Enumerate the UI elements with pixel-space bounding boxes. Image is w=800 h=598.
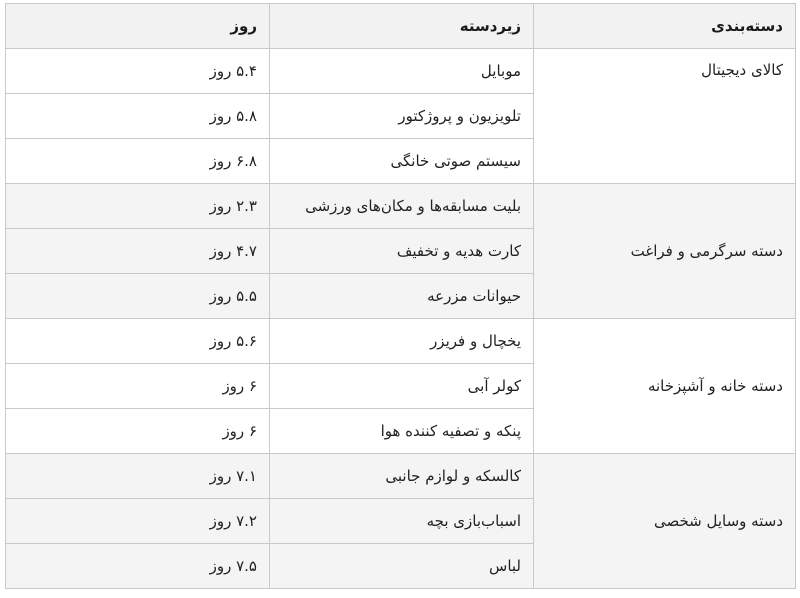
subcategory-cell: کالسکه و لوازم جانبی bbox=[270, 454, 534, 499]
header-subcategory: زیردسته bbox=[270, 4, 534, 49]
subcategory-cell: بلیت مسابقه‌ها و مکان‌های ورزشی bbox=[270, 184, 534, 229]
header-row bbox=[6, 4, 796, 49]
category-cell: کالای دیجیتال bbox=[534, 49, 796, 184]
days-cell: ۷.۲ روز bbox=[6, 499, 270, 544]
subcategory-cell: یخچال و فریزر bbox=[270, 319, 534, 364]
days-cell: ۷.۵ روز bbox=[6, 544, 270, 589]
category-cell: دسته سرگرمی و فراغت bbox=[534, 184, 796, 319]
subcategory-cell: اسباب‌بازی بچه bbox=[270, 499, 534, 544]
days-cell: ۵.۴ روز bbox=[6, 49, 270, 94]
table-row bbox=[6, 454, 796, 499]
table-body bbox=[6, 49, 796, 589]
table-row bbox=[6, 49, 796, 94]
days-cell: ۵.۸ روز bbox=[6, 94, 270, 139]
subcategory-cell: پنکه و تصفیه کننده هوا bbox=[270, 409, 534, 454]
category-cell: دسته وسایل شخصی bbox=[534, 454, 796, 589]
days-cell: ۵.۵ روز bbox=[6, 274, 270, 319]
subcategory-cell: موبایل bbox=[270, 49, 534, 94]
days-cell: ۲.۳ روز bbox=[6, 184, 270, 229]
subcategory-cell: لباس bbox=[270, 544, 534, 589]
category-cell: دسته خانه و آشپزخانه bbox=[534, 319, 796, 454]
subcategory-cell: تلویزیون و پروژکتور bbox=[270, 94, 534, 139]
subcategory-cell: کارت هدیه و تخفیف bbox=[270, 229, 534, 274]
category-delivery-table bbox=[5, 3, 796, 589]
subcategory-cell: کولر آبی bbox=[270, 364, 534, 409]
table-row bbox=[6, 319, 796, 364]
days-cell: ۶ روز bbox=[6, 409, 270, 454]
days-cell: ۶.۸ روز bbox=[6, 139, 270, 184]
days-cell: ۴.۷ روز bbox=[6, 229, 270, 274]
table-row bbox=[6, 184, 796, 229]
header-days: روز bbox=[6, 4, 270, 49]
days-cell: ۶ روز bbox=[6, 364, 270, 409]
subcategory-cell: سیستم صوتی خانگی bbox=[270, 139, 534, 184]
days-cell: ۷.۱ روز bbox=[6, 454, 270, 499]
subcategory-cell: حیوانات مزرعه bbox=[270, 274, 534, 319]
header-category: دسته‌بندی bbox=[534, 4, 796, 49]
days-cell: ۵.۶ روز bbox=[6, 319, 270, 364]
